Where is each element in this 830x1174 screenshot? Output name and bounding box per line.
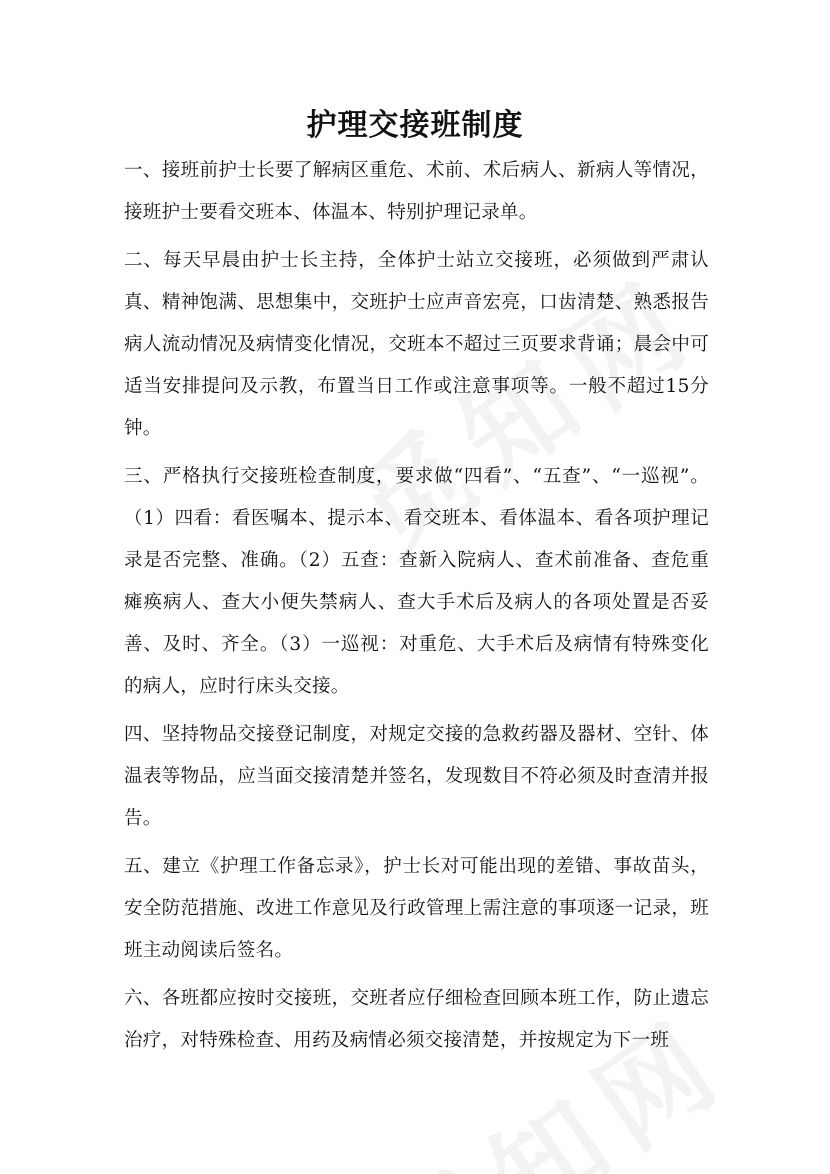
- paragraph-1: 一、接班前护士长要了解病区重危、术前、术后病人、新病人等情况，接班护士要看交班本、体温本、特别护理记录单。: [124, 160, 709, 223]
- paragraph-2: 二、每天早晨由护士长主持，全体护士站立交接班，必须做到严肃认真、精神饱满、思想集中，交班护士应声音宏亮，口齿清楚、熟悉报告病人流动情况及病情变化情况，交班本不超过三页要求背诵；晨会中可适当安排提问及示教，布置当日工作或注意事项等。一般不超过15分钟。: [124, 250, 709, 439]
- paragraph-3: 三、严格执行交接班检查制度，要求做“四看”、“五查”、“一巡视”。（1）四看：看医嘱本、提示本、看交班本、看体温本、看各项护理记录是否完整、准确。（2）五查：查新入院病人、查术前准备、查危重瘫痪病人、查大小便失禁病人、查大手术后及病人的各项处置是否妥善、及时、齐全。（3）一巡视：对重危、大手术后及病情有特殊变化的病人，应时行床头交接。: [124, 466, 709, 697]
- document-body: [124, 150, 709, 1068]
- paragraph-6: 六、各班都应按时交接班，交班者应仔细检查回顾本班工作，防止遗忘治疗，对特殊检查、用药及病情必须交接清楚，并按规定为下一班: [124, 988, 709, 1051]
- paragraph-5: 五、建立《护理工作备忘录》，护士长对可能出现的差错、事故苗头，安全防范措施、改进工作意见及行政管理上需注意的事项逐一记录，班班主动阅读后签名。: [124, 856, 709, 961]
- paragraph-4: 四、坚持物品交接登记制度，对规定交接的急救药器及器材、空针、体温表等物品，应当面交接清楚并签名，发现数目不符必须及时查清并报告。: [124, 724, 709, 829]
- document-title: 护理交接班制度: [306, 108, 524, 143]
